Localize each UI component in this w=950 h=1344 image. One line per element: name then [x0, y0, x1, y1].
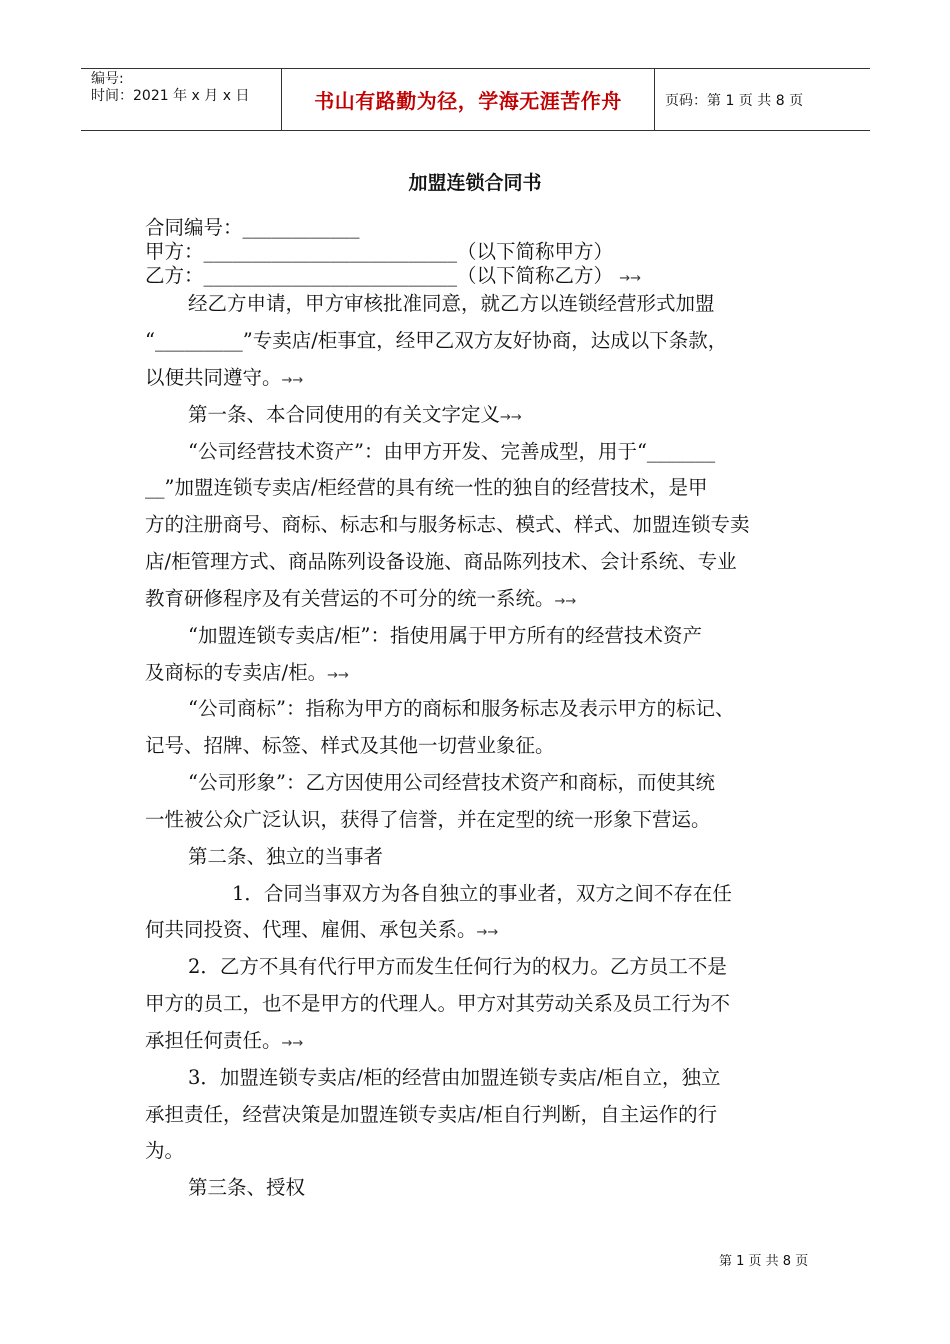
paragraph-line: 承担责任，经营决策是加盟连锁专卖店/柜自行判断，自主运作的行 — [145, 1103, 718, 1126]
header-motto: 书山有路勤为径，学海无涯苦作舟 — [314, 89, 622, 113]
paragraph-line: “公司形象”：乙方因使用公司经营技术资产和商标，而使其统 — [188, 771, 715, 794]
paragraph-line: 店/柜管理方式、商品陈列设备设施、商品陈列技术、会计系统、专业 — [145, 550, 737, 573]
contract-number-line: 合同编号：____________ — [145, 216, 360, 239]
paragraph-mark: →→ — [554, 594, 577, 609]
paragraph-line: 承担任何责任。→→ — [145, 1029, 304, 1052]
paragraph-line: 甲方的员工，也不是甲方的代理人。甲方对其劳动关系及员工行为不 — [145, 992, 731, 1015]
page-header — [81, 68, 870, 131]
paragraph-line: 及商标的专卖店/柜。→→ — [145, 661, 349, 684]
paragraph-mark: →→ — [619, 271, 642, 286]
document-title: 加盟连锁合同书 — [408, 172, 542, 194]
paragraph-line: 记号、招牌、标签、样式及其他一切营业象征。 — [145, 734, 555, 757]
paragraph-mark: →→ — [281, 373, 304, 388]
paragraph-line: __”加盟连锁专卖店/柜经营的具有统一性的独自的经营技术，是甲 — [145, 476, 708, 499]
paragraph-line: 以便共同遵守。→→ — [145, 366, 304, 389]
doc-number-label: 编号: — [91, 71, 124, 87]
header-page-cell — [655, 69, 870, 130]
header-page-info: 页码：第 1 页 共 8 页 — [665, 92, 804, 109]
doc-time-label: 时间：2021 年 x 月 x 日 — [91, 88, 250, 104]
article-1-heading: 第一条、本合同使用的有关文字定义→→ — [188, 403, 522, 426]
paragraph-line: 经乙方申请，甲方审核批准同意，就乙方以连锁经营形式加盟 — [188, 292, 715, 315]
paragraph-mark: →→ — [281, 1036, 304, 1051]
header-motto-cell — [282, 69, 655, 130]
header-meta — [81, 69, 282, 130]
paragraph-line: 2．乙方不具有代行甲方而发生任何行为的权力。乙方员工不是 — [188, 955, 727, 978]
article-2-heading: 第二条、独立的当事者 — [188, 845, 384, 868]
paragraph-mark: →→ — [327, 668, 349, 683]
paragraph-line: “_________”专卖店/柜事宜，经甲乙双方友好协商，达成以下条款， — [145, 329, 728, 352]
paragraph-line: “公司商标”：指称为甲方的商标和服务标志及表示甲方的标记、 — [188, 697, 735, 720]
paragraph-line: 1．合同当事双方为各自独立的事业者，双方之间不存在任 — [232, 882, 732, 905]
party-b-line: 乙方：__________________________（以下简称乙方） →→ — [145, 264, 642, 287]
paragraph-line: 为。 — [145, 1139, 185, 1162]
paragraph-line: 何共同投资、代理、雇佣、承包关系。→→ — [145, 918, 499, 941]
paragraph-line: “公司经营技术资产”：由甲方开发、完善成型，用于“_______ — [188, 440, 716, 463]
party-a-line: 甲方：__________________________（以下简称甲方） — [145, 240, 614, 263]
paragraph-line: “加盟连锁专卖店/柜”：指使用属于甲方所有的经营技术资产 — [188, 624, 703, 647]
page-footer: 第 1 页 共 8 页 — [719, 1254, 809, 1269]
article-3-heading: 第三条、授权 — [188, 1176, 306, 1199]
paragraph-line: 教育研修程序及有关营运的不可分的统一系统。→→ — [145, 587, 577, 610]
paragraph-mark: →→ — [500, 410, 522, 425]
paragraph-mark: →→ — [476, 925, 499, 940]
paragraph-line: 3．加盟连锁专卖店/柜的经营由加盟连锁专卖店/柜自立，独立 — [188, 1066, 721, 1089]
paragraph-line: 方的注册商号、商标、标志和与服务标志、模式、样式、加盟连锁专卖 — [145, 513, 750, 536]
paragraph-line: 一性被公众广泛认识，获得了信誉，并在定型的统一形象下营运。 — [145, 808, 711, 831]
